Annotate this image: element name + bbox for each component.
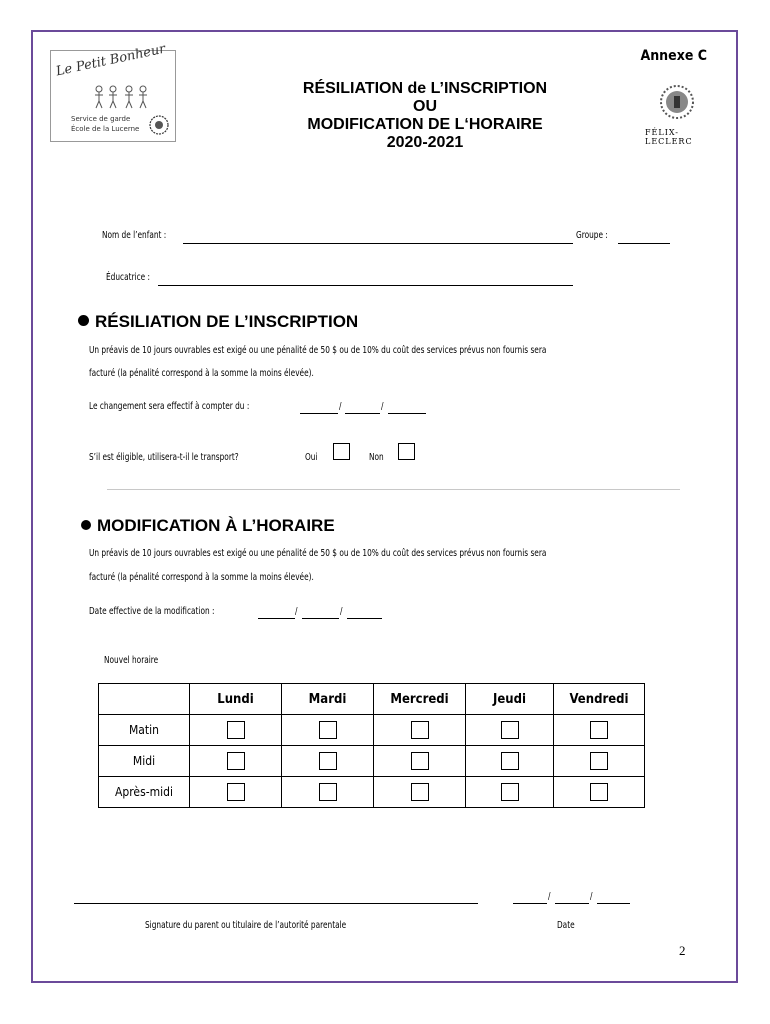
modification-heading — [81, 516, 335, 536]
resiliation-notice-line1: Un préavis de 10 jours ouvrables est exigé ou une pénalité de 50 $ ou de 10% du coût des services prévus non fournis sera — [89, 345, 547, 356]
date-slash: / — [339, 401, 342, 412]
educator-field[interactable] — [158, 285, 573, 286]
bullet-icon — [78, 315, 89, 326]
transport-no-label: Non — [369, 452, 384, 463]
felix-leclerc-logo — [645, 80, 705, 150]
resiliation-effective-label: Le changement sera effectif à compter du : — [89, 401, 250, 412]
children-drawing-icon — [91, 83, 151, 111]
bullet-icon — [81, 520, 91, 530]
matin-vendredi-checkbox[interactable] — [590, 721, 608, 739]
child-name-label: Nom de l’enfant : — [102, 230, 167, 241]
table-header-row — [99, 684, 645, 715]
modification-month-field[interactable] — [302, 618, 339, 619]
resiliation-heading — [78, 312, 358, 332]
logo-left-sub1: Service de garde — [71, 115, 131, 123]
period-apres-midi: Après-midi — [99, 777, 190, 808]
annexe-label: Annexe C — [640, 48, 707, 64]
signature-field[interactable] — [74, 903, 478, 904]
transport-yes-label: Oui — [305, 452, 318, 463]
modification-heading-text: MODIFICATION À L’HORAIRE — [97, 516, 335, 535]
matin-lundi-checkbox[interactable] — [227, 721, 245, 739]
apres-midi-vendredi-checkbox[interactable] — [590, 783, 608, 801]
day-header-jeudi: Jeudi — [466, 684, 554, 715]
logo-left-title: Le Petit Bonheur — [54, 41, 167, 80]
transport-no-checkbox[interactable] — [398, 443, 415, 460]
date-slash: / — [295, 606, 298, 617]
logo-right-text: FÉLIX-LECLERC — [645, 128, 693, 146]
title-line-1: RÉSILIATION de L’INSCRIPTION — [302, 80, 548, 97]
group-label: Groupe : — [576, 230, 608, 241]
resiliation-month-field[interactable] — [345, 413, 380, 414]
page-number: 2 — [679, 943, 686, 958]
title-line-3: MODIFICATION DE L‘HORAIRE — [307, 116, 543, 133]
document-title — [240, 80, 610, 152]
midi-vendredi-checkbox[interactable] — [590, 752, 608, 770]
period-matin: Matin — [99, 715, 190, 746]
schedule-table — [98, 683, 645, 808]
schedule-label: Nouvel horaire — [104, 655, 159, 666]
midi-mercredi-checkbox[interactable] — [411, 752, 429, 770]
resiliation-day-field[interactable] — [300, 413, 338, 414]
petit-bonheur-logo — [50, 41, 176, 142]
date-slash: / — [590, 891, 593, 902]
date-slash: / — [381, 401, 384, 412]
apres-midi-lundi-checkbox[interactable] — [227, 783, 245, 801]
date-slash: / — [548, 891, 551, 902]
sun-emblem-icon — [659, 84, 695, 120]
matin-jeudi-checkbox[interactable] — [501, 721, 519, 739]
day-header-mardi: Mardi — [282, 684, 374, 715]
title-line-4: 2020-2021 — [386, 134, 464, 151]
child-name-field[interactable] — [183, 243, 573, 244]
educator-label: Éducatrice : — [106, 272, 150, 283]
modification-day-field[interactable] — [258, 618, 295, 619]
resiliation-notice-line2: facturé (la pénalité correspond à la somme la moins élevée). — [89, 368, 314, 379]
matin-mercredi-checkbox[interactable] — [411, 721, 429, 739]
table-row — [99, 746, 645, 777]
day-header-mercredi: Mercredi — [374, 684, 466, 715]
section-divider — [107, 489, 680, 490]
modification-notice-line2: facturé (la pénalité correspond à la somme la moins élevée). — [89, 572, 314, 583]
table-row — [99, 777, 645, 808]
corner-cell — [99, 684, 190, 715]
period-midi: Midi — [99, 746, 190, 777]
transport-yes-checkbox[interactable] — [333, 443, 350, 460]
signature-day-field[interactable] — [513, 903, 547, 904]
group-field[interactable] — [618, 243, 670, 244]
midi-jeudi-checkbox[interactable] — [501, 752, 519, 770]
title-line-2: OU — [413, 98, 437, 115]
day-header-vendredi: Vendredi — [554, 684, 645, 715]
date-label: Date — [557, 920, 575, 931]
page-border — [31, 30, 738, 983]
logo-left-sub2: École de la Lucerne — [71, 125, 140, 133]
matin-mardi-checkbox[interactable] — [319, 721, 337, 739]
date-slash: / — [340, 606, 343, 617]
school-seal-icon — [147, 113, 171, 137]
modification-year-field[interactable] — [347, 618, 382, 619]
modification-effective-label: Date effective de la modification : — [89, 606, 215, 617]
day-header-lundi: Lundi — [190, 684, 282, 715]
resiliation-year-field[interactable] — [388, 413, 426, 414]
table-row — [99, 715, 645, 746]
midi-mardi-checkbox[interactable] — [319, 752, 337, 770]
midi-lundi-checkbox[interactable] — [227, 752, 245, 770]
signature-month-field[interactable] — [555, 903, 589, 904]
resiliation-heading-text: RÉSILIATION DE L’INSCRIPTION — [95, 312, 359, 331]
apres-midi-mardi-checkbox[interactable] — [319, 783, 337, 801]
apres-midi-jeudi-checkbox[interactable] — [501, 783, 519, 801]
modification-notice-line1: Un préavis de 10 jours ouvrables est exigé ou une pénalité de 50 $ ou de 10% du coût des services prévus non fournis sera — [89, 548, 547, 559]
signature-label: Signature du parent ou titulaire de l’autorité parentale — [145, 920, 347, 931]
transport-question: S’il est éligible, utilisera-t-il le transport? — [89, 452, 239, 463]
signature-year-field[interactable] — [597, 903, 630, 904]
apres-midi-mercredi-checkbox[interactable] — [411, 783, 429, 801]
